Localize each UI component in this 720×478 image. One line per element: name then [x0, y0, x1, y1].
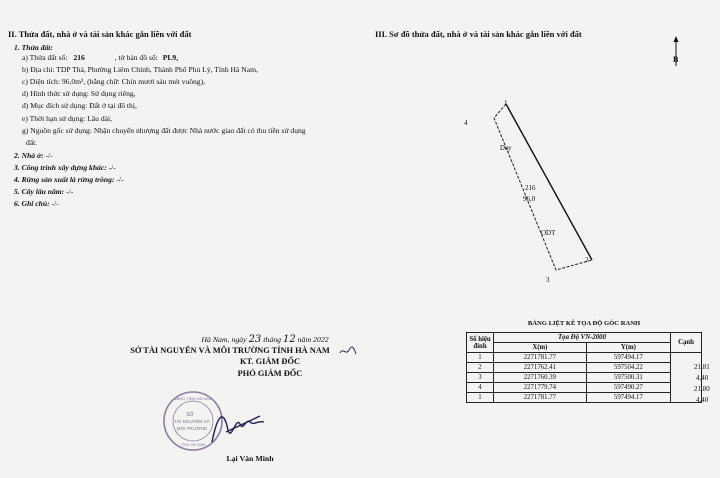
svg-text:MÔI TRƯỜNG: MÔI TRƯỜNG [176, 426, 208, 431]
cell-no: 2 [467, 363, 494, 373]
agency-name: SỞ TÀI NGUYÊN VÀ MÔI TRƯỜNG TỈNH HÀ NAM [130, 346, 330, 355]
cell-x: 2271781.77 [494, 353, 587, 363]
item-label: 6. Ghi chú: [14, 199, 50, 208]
item-value: -/- [114, 175, 124, 184]
item-perennial [14, 187, 73, 196]
position-title: PHÓ GIÁM ĐỐC [237, 369, 303, 378]
cell-x: 2271762.41 [494, 363, 587, 373]
item-house [14, 151, 53, 160]
item-construction [14, 163, 116, 172]
on-behalf-title: KT. GIÁM ĐỐC [239, 357, 301, 366]
item-value: -/- [64, 187, 74, 196]
cell-y: 597494.17 [586, 353, 670, 363]
corner-4-label: 4 [464, 119, 468, 127]
origin-line-2: đất. [26, 138, 38, 147]
edge-1-2: 21,81 [694, 363, 710, 371]
item-forest [14, 175, 124, 184]
purpose-line: đ) Mục đích sử dụng: Đất ở tại đô thị, [22, 101, 137, 110]
land-title: 1. Thửa đất: [14, 43, 53, 52]
edge-3-4: 21,80 [694, 385, 710, 393]
col-y-header: Y(m) [586, 343, 670, 353]
coords-table [466, 332, 702, 403]
item-value: -/- [43, 151, 53, 160]
parcel-sketch [460, 92, 620, 292]
parcel-boundary [494, 104, 592, 270]
col-x-header: X(m) [494, 343, 587, 353]
corner-3-label: 3 [546, 276, 550, 284]
origin-line-1: g) Nguồn gốc sử dụng: Nhận chuyển nhượng đất được Nhà nước giao đất có thu tiền sử dụng [22, 126, 306, 135]
coords-table-title: BẢNG LIỆT KÊ TỌA ĐỘ GÓC RANH [527, 320, 641, 327]
map-label: , tờ bản đồ số: [114, 53, 158, 62]
item-label: 4. Rừng sản xuất là rừng trồng: [14, 175, 115, 184]
cell-y: 597504.22 [586, 363, 670, 373]
cell-no: 1 [467, 393, 494, 403]
item-value: -/- [106, 163, 116, 172]
cell-x: 2271779.74 [494, 383, 587, 393]
cell-no: 4 [467, 383, 494, 393]
item-note [14, 199, 59, 208]
svg-text:UBND TỈNH HÀ NAM: UBND TỈNH HÀ NAM [173, 396, 213, 401]
cell-no: 3 [467, 373, 494, 383]
col-edge-header: Cạnh [671, 333, 702, 353]
cell-no: 1 [467, 353, 494, 363]
table-row [467, 363, 702, 373]
date-month: 12 [282, 334, 296, 345]
item-label: 3. Công trình xây dựng khác: [14, 163, 107, 172]
parcel-label: a) Thửa đất số: [22, 53, 68, 62]
svg-text:TÀI NGUYÊN VÀ: TÀI NGUYÊN VÀ [174, 419, 210, 424]
land-code-label: ODT [541, 229, 556, 237]
month-label: tháng [263, 335, 282, 344]
parcel-line [22, 53, 178, 62]
term-line: e) Thời hạn sử dụng: Lâu dài, [22, 114, 113, 123]
signer-name: Lại Văn Minh [226, 454, 274, 463]
north-arrow [669, 36, 683, 72]
address-line: b) Địa chỉ: TDP Thá, Phường Liêm Chính, Thành Phố Phủ Lý, Tỉnh Hà Nam, [22, 65, 258, 74]
table-row [467, 383, 702, 393]
section-ii-heading: II. Thửa đất, nhà ở và tài sản khác gắn liền với đất [8, 29, 192, 39]
col-no-header: Số hiệu đỉnh [467, 333, 494, 353]
initials-mark [338, 344, 358, 358]
svg-text:TỈNH HÀ NAM: TỈNH HÀ NAM [180, 443, 206, 447]
corner-1-label: 1 [504, 99, 508, 107]
date-day: 23 [248, 334, 262, 345]
edge-4-1: 4,40 [696, 396, 709, 404]
map-number: PL9, [162, 53, 179, 62]
item-label: 2. Nhà ở: [14, 151, 44, 160]
table-row [467, 353, 702, 363]
area-line: c) Diện tích: 96,0m², (bằng chữ: Chín mươi sáu mét vuông), [22, 77, 206, 86]
col-system-header: Tọa Độ VN-2000 [494, 333, 671, 343]
ownership-line: d) Hình thức sử dụng: Sử dụng riêng, [22, 89, 136, 98]
parcel-number-label: 216 [525, 184, 536, 192]
table-row [467, 393, 702, 403]
table-row [467, 373, 702, 383]
cell-x: 2271760.39 [494, 373, 587, 383]
edge-2-3: 4,40 [696, 374, 709, 382]
road-label: Duy [500, 145, 512, 152]
cell-y: 597490.27 [586, 383, 670, 393]
svg-text:SỞ: SỞ [186, 412, 194, 418]
cell-x: 2271781.77 [494, 393, 587, 403]
parcel-number: 216 [73, 53, 85, 62]
parcel-area-label: 96,0 [523, 195, 536, 203]
year-label: năm 2022 [297, 335, 329, 344]
corner-2-label: 2 [585, 256, 589, 264]
handwritten-signature [206, 402, 276, 452]
section-iii-heading: III. Sơ đồ thửa đất, nhà ở và tài sản khác gắn liền với đất [375, 29, 582, 39]
north-label: B [673, 55, 679, 64]
date-prefix: Hà Nam, ngày [201, 335, 247, 344]
item-value: -/- [49, 199, 59, 208]
cell-y: 597494.17 [586, 393, 670, 403]
item-label: 5. Cây lâu năm: [14, 187, 65, 196]
cell-y: 597500.31 [586, 373, 670, 383]
